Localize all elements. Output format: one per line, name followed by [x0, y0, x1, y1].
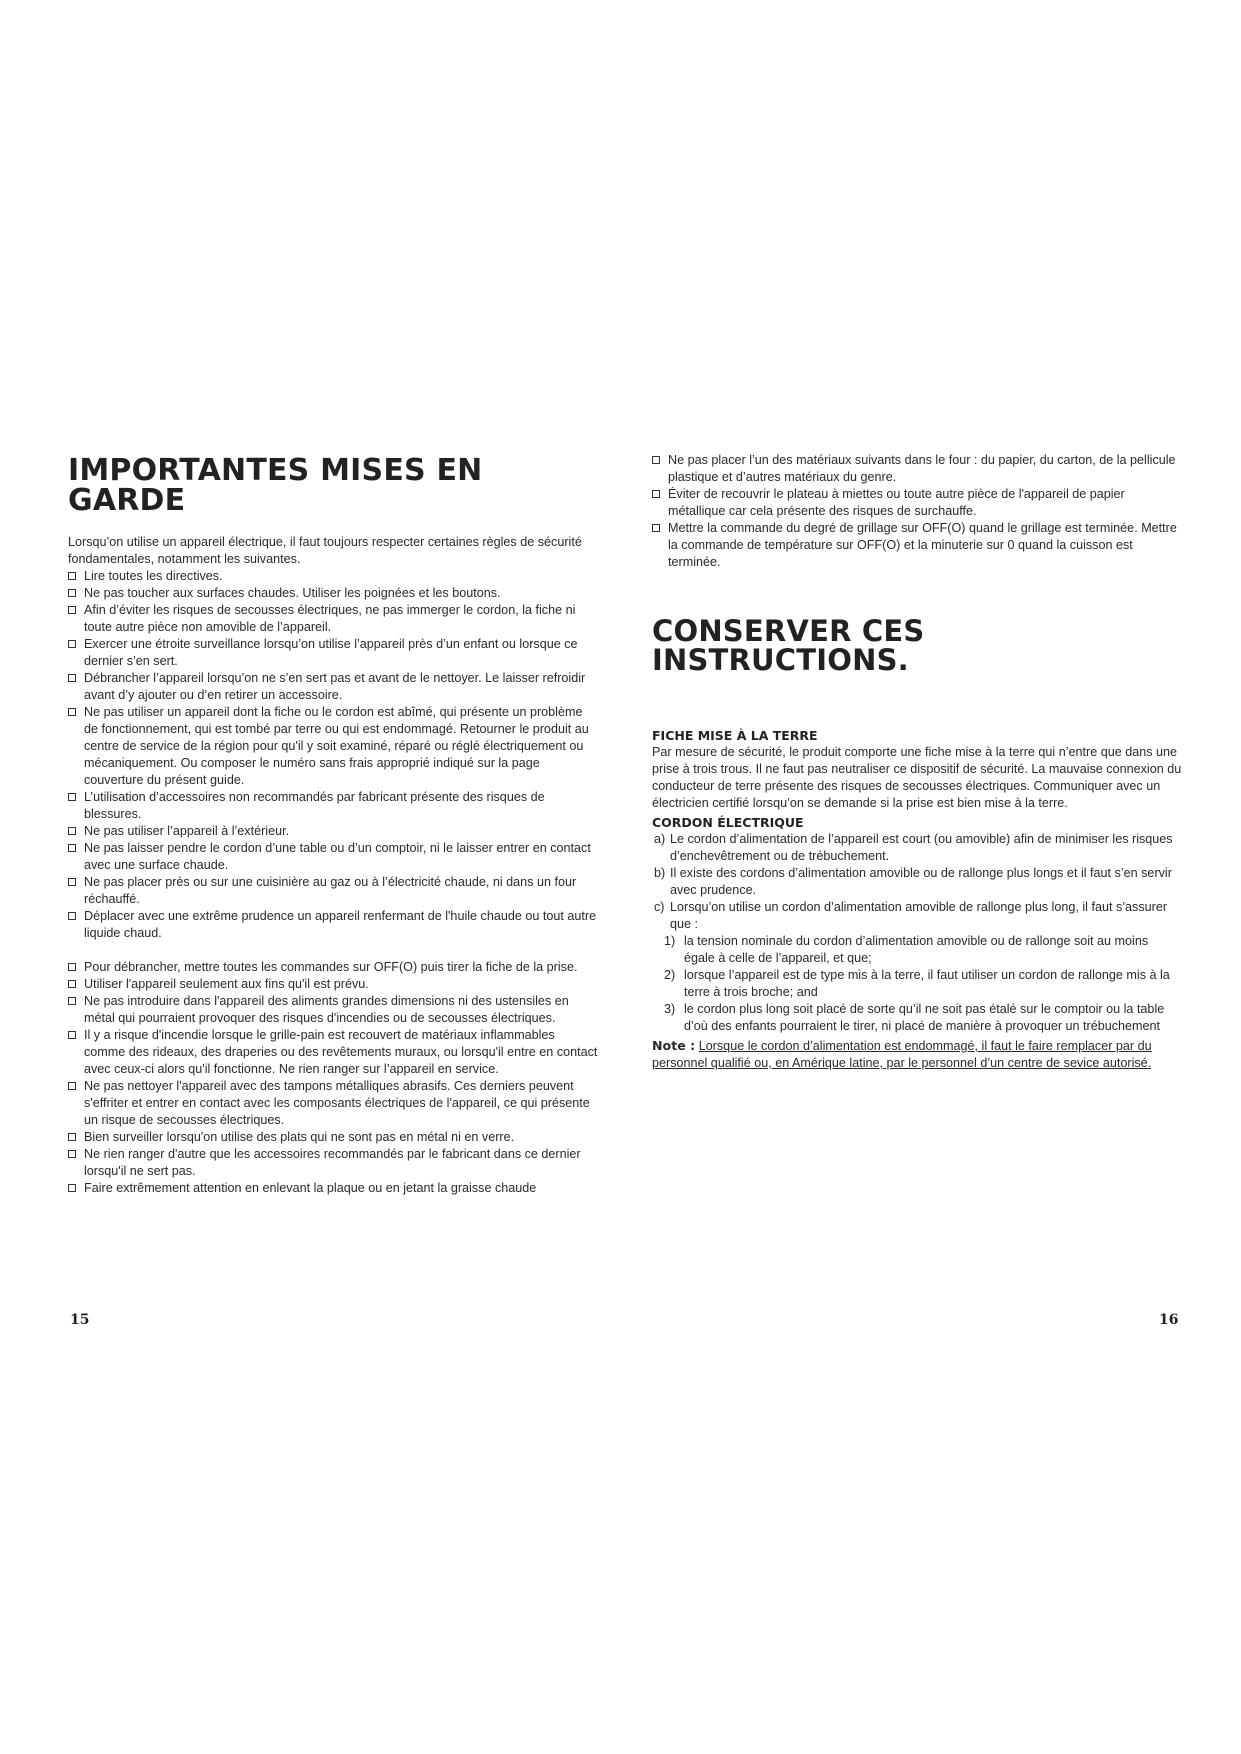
spacer	[68, 942, 598, 959]
power-cord-heading: CORDON ÉLECTRIQUE	[652, 815, 804, 830]
list-item: Mettre la commande du degré de grillage sur OFF(O) quand le grillage est terminée. Mettre la commande de température sur OFF(O) et la minuterie sur 0 quand la cuisson est terminée.	[652, 520, 1182, 571]
list-item: Éviter de recouvrir le plateau à miettes ou toute autre pièce de l'appareil de papier métallique car cela présente des risques de surchauffe.	[652, 486, 1182, 520]
page-number-right: 16	[1159, 1312, 1179, 1328]
note-label: Note :	[652, 1038, 696, 1053]
cord-item: c) Lorsqu’on utilise un cordon d’alimentation amovible de rallonge plus long, il faut s’assurer que :	[654, 900, 1168, 931]
cord-item: a) Le cordon d’alimentation de l’appareil est court (ou amovible) afin de minimiser les risques d’enchevêtrement ou de trébuchement.	[654, 832, 1173, 863]
list-item: Il y a risque d'incendie lorsque le grille-pain est recouvert de matériaux inflammables comme des rideaux, des draperies ou des revêtements muraux, ou lorsqu'il entre en contact avec ceux-ci alors qu'il fonctionne. Ne rien ranger sur l’appareil en service.	[68, 1027, 598, 1078]
checkbox-icon	[68, 708, 76, 716]
checkbox-icon	[652, 524, 660, 532]
checkbox-icon	[68, 1133, 76, 1141]
intro-paragraph: Lorsqu’on utilise un appareil électrique, il faut toujours respecter certaines règles de sécurité fondamentales, notamment les suivantes.	[68, 535, 582, 566]
note	[652, 1037, 1182, 1072]
page-title: IMPORTANTES MISES EN GARDE	[68, 453, 483, 518]
checkbox-icon	[652, 456, 660, 464]
list-item: Ne pas nettoyer l'appareil avec des tampons métalliques abrasifs. Ces derniers peuvent s'effriter et entrer en contact avec les composants électriques de l'appareil, ce qui présente un risque de secousses électriques.	[68, 1078, 598, 1129]
checkbox-icon	[68, 589, 76, 597]
checkbox-icon	[68, 844, 76, 852]
list-item: Ne rien ranger d'autre que les accessoires recommandés par le fabricant dans ce dernier lorsqu'il ne sert pas.	[68, 1146, 598, 1180]
list-item: Ne pas toucher aux surfaces chaudes. Utiliser les poignées et les boutons.	[68, 585, 598, 602]
checkbox-icon	[68, 980, 76, 988]
checkbox-icon	[68, 1184, 76, 1192]
checkbox-icon	[68, 963, 76, 971]
left-page	[68, 420, 598, 1197]
checkbox-icon	[68, 1082, 76, 1090]
cord-subitem: 2) lorsque l’appareil est de type mis à la terre, il faut utiliser un cordon de rallonge mis à la terre à trois broche; and	[664, 968, 1170, 999]
checkbox-icon	[68, 674, 76, 682]
list-item: Faire extrêmement attention en enlevant la plaque ou en jetant la graisse chaude	[68, 1180, 598, 1197]
cord-subitem: 1) la tension nominale du cordon d’alimentation amovible ou de rallonge soit au moins égale à celle de l’appareil, et que;	[664, 934, 1149, 965]
cord-subitem: 3) le cordon plus long soit placé de sorte qu’il ne soit pas étalé sur le comptoir ou la table d’où des enfants pourraient le tirer, ni placé de manière à provoquer un trébuchement	[664, 1002, 1165, 1033]
checkbox-icon	[652, 490, 660, 498]
list-item: Ne pas placer l’un des matériaux suivants dans le four : du papier, du carton, de la pellicule plastique et d’autres matériaux du genre.	[652, 452, 1182, 486]
list-item: Ne pas utiliser un appareil dont la fiche ou le cordon est abîmé, qui présente un problème de fonctionnement, qui est tombé par terre ou qui est endommagé. Retourner le produit au centre de service de la région pour qu'il y soit examiné, réparé ou réglé électriquement ou mécaniquement. Ou composer le numéro sans frais approprié indiqué sur la page couverture du présent guide.	[68, 704, 598, 789]
note-text: Lorsque le cordon d’alimentation est endommagé, il faut le faire remplacer par du personnel qualifié ou, en Amérique latine, par le personnel d’un centre de sevice autorisé.	[652, 1039, 1152, 1070]
checkbox-icon	[68, 1031, 76, 1039]
ground-plug-text: Par mesure de sécurité, le produit comporte une fiche mise à la terre qui n’entre que dans une prise à trois trous. Il ne faut pas neutraliser ce dispositif de sécurité. La mauvaise connexion du conducteur de terre présente des risques de secousses électriques. Communiquer avec un électricien certifié lorsqu’on se demande si la prise est bien mise à la terre.	[652, 745, 1182, 810]
cord-item: b) Il existe des cordons d’alimentation amovible ou de rallonge plus longs et il faut s’en servir avec prudence.	[654, 866, 1172, 897]
right-page	[652, 452, 1182, 1072]
list-item: Exercer une étroite surveillance lorsqu’on utilise l’appareil près d’un enfant ou lorsque ce dernier s’en sert.	[68, 636, 598, 670]
checkbox-icon	[68, 912, 76, 920]
checkbox-icon	[68, 878, 76, 886]
ground-plug-heading: FICHE MISE À LA TERRE	[652, 728, 818, 743]
safety-list-b	[68, 959, 598, 1197]
list-item: Débrancher l’appareil lorsqu’on ne s’en sert pas et avant de le nettoyer. Le laisser refroidir avant d’y ajouter ou d’en retirer un accessoire.	[68, 670, 598, 704]
list-item: Ne pas laisser pendre le cordon d’une table ou d’un comptoir, ni le laisser entrer en contact avec une surface chaude.	[68, 840, 598, 874]
list-item: Ne pas introduire dans l'appareil des aliments grandes dimensions ni des ustensiles en métal qui pourraient provoquer des risques d'incendies ou de secousses électriques.	[68, 993, 598, 1027]
list-item: Lire toutes les directives.	[68, 568, 598, 585]
page-number-left: 15	[70, 1312, 90, 1328]
checkbox-icon	[68, 606, 76, 614]
list-item: Déplacer avec une extrême prudence un appareil renfermant de l'huile chaude ou tout autre liquide chaud.	[68, 908, 598, 942]
safety-list-c	[652, 452, 1182, 571]
checkbox-icon	[68, 827, 76, 835]
checkbox-icon	[68, 793, 76, 801]
list-item: Ne pas utiliser l’appareil à l’extérieur.	[68, 823, 598, 840]
checkbox-icon	[68, 997, 76, 1005]
list-item: Pour débrancher, mettre toutes les commandes sur OFF(O) puis tirer la fiche de la prise.	[68, 959, 598, 976]
save-instructions-title: CONSERVER CES INSTRUCTIONS.	[652, 614, 925, 677]
list-item: Afin d’éviter les risques de secousses électriques, ne pas immerger le cordon, la fiche ni toute autre pièce non amovible de l’appareil.	[68, 602, 598, 636]
list-item: Ne pas placer près ou sur une cuisinière au gaz ou à l’électricité chaude, ni dans un four réchauffé.	[68, 874, 598, 908]
list-item: Utiliser l'appareil seulement aux fins qu'il est prévu.	[68, 976, 598, 993]
checkbox-icon	[68, 1150, 76, 1158]
list-item: L’utilisation d’accessoires non recommandés par fabricant présente des risques de blessures.	[68, 789, 598, 823]
checkbox-icon	[68, 572, 76, 580]
list-item: Bien surveiller lorsqu'on utilise des plats qui ne sont pas en métal ni en verre.	[68, 1129, 598, 1146]
safety-list-a	[68, 568, 598, 942]
checkbox-icon	[68, 640, 76, 648]
